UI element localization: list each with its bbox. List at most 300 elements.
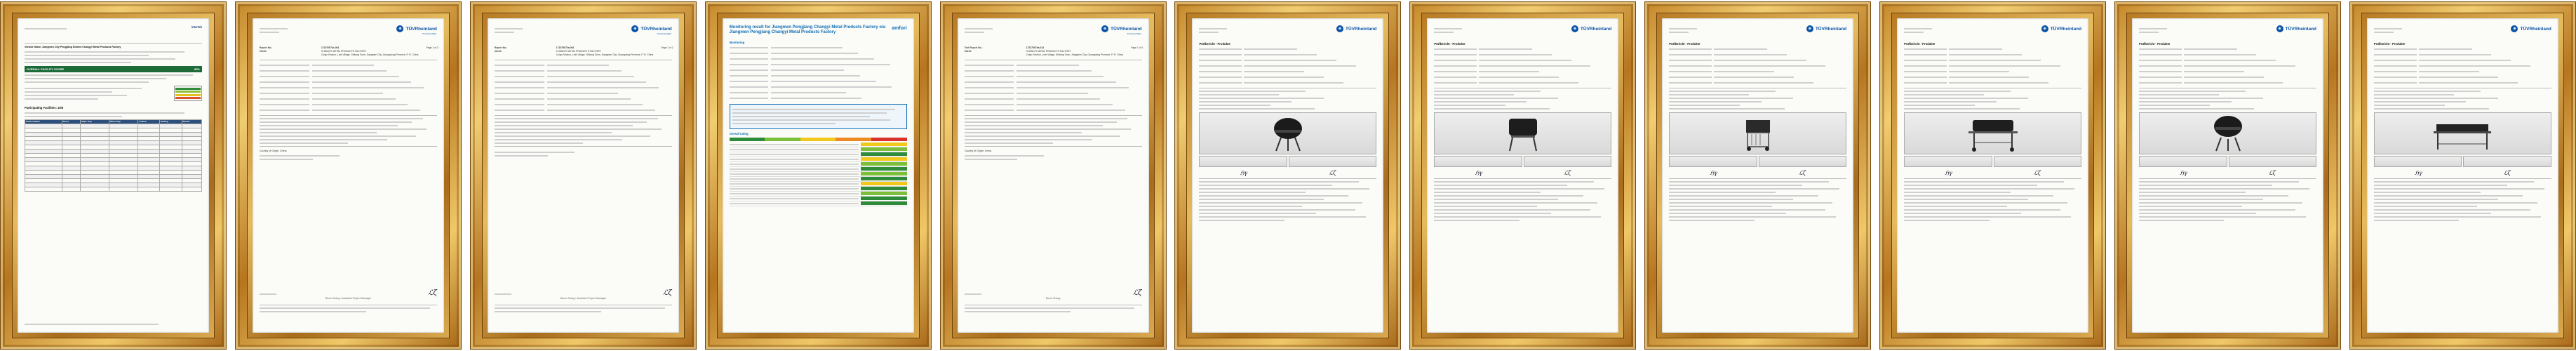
text-line [1904, 94, 1984, 95]
letterhead [1904, 25, 2081, 41]
text-line [965, 159, 1018, 160]
product-detail-photo [1994, 156, 2082, 167]
certificate-paper [958, 18, 1149, 333]
text-line [495, 121, 648, 123]
letterhead [2139, 25, 2316, 41]
text-line [25, 112, 185, 114]
report-no-label: Report No.: [494, 46, 508, 49]
text-line [1199, 209, 1355, 211]
report-field-row [2139, 80, 2316, 86]
tuv-logo [1336, 25, 1376, 32]
text-line [2139, 185, 2272, 186]
text-line [1199, 213, 1316, 214]
rating-scale [730, 138, 907, 141]
text-line [965, 311, 1071, 312]
product-photo [1434, 112, 1611, 154]
letterhead [260, 25, 437, 41]
text-line [25, 116, 122, 117]
info-row [730, 84, 907, 90]
text-line [1904, 192, 2011, 193]
handwritten-signature: ℌγ [2414, 169, 2422, 176]
info-row [730, 95, 907, 101]
bbq-grill-icon [1947, 114, 2039, 152]
report-field-row [1669, 58, 1846, 63]
certificate-paper [253, 18, 444, 333]
handwritten-signature: ℌγ [1240, 169, 1248, 176]
text-line [2374, 188, 2544, 190]
text-line [2374, 101, 2467, 102]
tuv-mark-icon: ⊕ [1336, 25, 1343, 32]
text-line [1669, 98, 1793, 99]
report-field-row [965, 74, 1142, 79]
text-line [1199, 216, 1366, 218]
framed-certificate [1879, 1, 2106, 350]
tuv-logo [396, 25, 436, 32]
text-line [1669, 105, 1740, 106]
framed-certificate [2114, 1, 2341, 350]
text-line [495, 118, 658, 119]
tuv-mark-icon: ⊕ [631, 25, 638, 32]
text-line [1434, 101, 1527, 102]
handwritten-signature: ℒζ [1329, 169, 1336, 176]
tuv-brand: TÜVRheinland [1815, 26, 1847, 32]
info-row [730, 56, 907, 62]
product-detail-photo [1669, 156, 1757, 167]
info-row [730, 67, 907, 73]
text-line [2139, 181, 2299, 183]
tuv-brand: TÜVRheinland [640, 26, 672, 32]
framed-certificate [0, 1, 227, 350]
text-line [1434, 94, 1514, 95]
bbq-grill-icon [2417, 114, 2508, 152]
text-line [965, 139, 1092, 140]
framed-certificate [1409, 1, 1636, 350]
info-row [730, 45, 907, 51]
text-line [1669, 91, 1776, 92]
report-type-heading: Prüfbericht - Produkte [1904, 42, 1936, 46]
report-field-row [1199, 58, 1376, 63]
handwritten-signature: ℒζ [2503, 169, 2511, 176]
text-line [260, 132, 377, 133]
text-line [2139, 188, 2309, 190]
table-header-cell: Major Gap [81, 119, 109, 124]
report-field-row [495, 62, 672, 68]
text-line [260, 121, 412, 123]
table-header-cell: Critical [138, 119, 159, 124]
report-field-row [1904, 58, 2081, 63]
report-no-label: Report No.: [259, 46, 273, 49]
letterhead [1669, 25, 1846, 41]
text-line [2374, 192, 2481, 193]
text-line [1904, 195, 2053, 197]
text-line [1904, 105, 1975, 106]
report-field-row [2374, 63, 2551, 69]
handwritten-signature: ℒζ [2268, 169, 2276, 176]
text-line [2374, 199, 2498, 200]
product-photos [1904, 112, 2081, 167]
signature-block [1904, 170, 2081, 176]
text-line [1669, 108, 1784, 110]
report-field-row [260, 91, 437, 96]
client-label: Client: [259, 50, 267, 53]
report-field-row [2374, 74, 2551, 80]
text-line [25, 91, 112, 93]
handwritten-signature: ℌγ [1710, 169, 1718, 176]
certificate-paper [488, 18, 679, 333]
tuv-brand: TÜVRheinland [2520, 26, 2551, 32]
certificate-paper [1897, 18, 2088, 333]
text-line [1669, 188, 1839, 190]
text-line [1904, 91, 2011, 92]
text-line [965, 143, 1054, 144]
letterhead [2374, 25, 2551, 41]
report-field-row [1434, 52, 1611, 58]
text-line [495, 311, 601, 312]
handwritten-signature: ℒζ [1564, 169, 1571, 176]
signature-block [1669, 170, 1846, 176]
text-line [1904, 216, 2071, 218]
tuv-logo [1101, 25, 1141, 32]
text-line [1904, 220, 1989, 221]
text-line [2374, 209, 2530, 211]
handwritten-signature: ℌγ [1945, 169, 1952, 176]
letterhead [1199, 25, 1376, 41]
frame-mat [1186, 13, 1389, 338]
text-line [1669, 195, 1818, 197]
report-field-row [1199, 74, 1376, 80]
info-row [730, 51, 907, 56]
text-line [1904, 202, 2067, 204]
text-line [1434, 202, 1597, 204]
text-line [1199, 192, 1306, 193]
monitoring-section-title: Monitoring [729, 41, 745, 45]
text-line [260, 118, 423, 119]
text-line [25, 95, 127, 96]
report-field-row [2374, 58, 2551, 63]
text-line [2139, 209, 2295, 211]
text-line [25, 62, 131, 63]
frame-mat [12, 13, 215, 338]
signature-block [1199, 170, 1376, 176]
text-line [260, 125, 398, 126]
text-line [2139, 213, 2256, 214]
text-line [1669, 206, 1772, 207]
text-line [2139, 105, 2210, 106]
product-photos [1434, 112, 1611, 167]
client-address: Coign Section, Lute Village, Shitang Town, Jiangmen City, Guangdong Province, P. R. China [556, 53, 654, 56]
report-no-label: Test Report No.: [964, 46, 983, 49]
text-line [732, 116, 870, 117]
tuv-brand: TÜVRheinland [1580, 26, 1612, 32]
certificate-paper [2132, 18, 2323, 333]
certificate-paper [1427, 18, 1618, 333]
text-line [1434, 213, 1551, 214]
country-of-origin: Country of Origin: China [259, 150, 287, 152]
report-field-row [495, 91, 672, 96]
report-field-row [1434, 46, 1611, 52]
performance-area-row [730, 147, 907, 152]
amfori-logo: amfori [892, 26, 907, 31]
text-line [1434, 216, 1601, 218]
signature-block [965, 289, 1142, 314]
performance-area-row [730, 177, 907, 182]
tuv-logo [2041, 25, 2081, 32]
text-line [1669, 202, 1832, 204]
report-field-row [1199, 80, 1376, 86]
text-line [1199, 101, 1292, 102]
certificate-paper [2367, 18, 2558, 333]
report-field-row [2139, 46, 2316, 52]
text-line [1434, 195, 1583, 197]
framed-certificate [705, 1, 932, 350]
report-field-row [1669, 69, 1846, 74]
report-field-row [495, 79, 672, 85]
performance-area-row [730, 162, 907, 167]
report-field-row [965, 107, 1142, 113]
report-field-row [1434, 63, 1611, 69]
text-line [1904, 199, 2028, 200]
report-field-row [965, 91, 1142, 96]
report-field-row [1904, 46, 2081, 52]
report-field-row [260, 74, 437, 79]
tuv-mark-icon: ⊕ [1806, 25, 1813, 32]
tuv-mark-icon: ⊕ [2511, 25, 2518, 32]
report-header-fields [495, 46, 672, 56]
report-header-fields [965, 46, 1142, 56]
product-detail-photo [1524, 156, 1612, 167]
tuv-tagline: Precisely Right. [657, 32, 672, 35]
handwritten-signature: ℌγ [1475, 169, 1483, 176]
tuv-mark-icon: ⊕ [2041, 25, 2048, 32]
product-photo [1199, 112, 1376, 154]
client-address: Coign Section, Lute Village, Shitang Town, Jiangmen City, Guangdong Province, P. R. China [1026, 53, 1124, 56]
text-line [1434, 98, 1558, 99]
info-row [730, 90, 907, 95]
text-line [2374, 98, 2498, 99]
report-field-row [965, 68, 1142, 74]
text-line [1199, 98, 1323, 99]
text-line [25, 51, 185, 53]
text-line [260, 155, 340, 157]
overall-score-bar [25, 66, 202, 72]
text-line [2374, 94, 2454, 95]
text-line [2139, 91, 2246, 92]
text-line [2139, 98, 2263, 99]
report-field-row [965, 85, 1142, 91]
report-field-row [1904, 74, 2081, 80]
text-line [1199, 220, 1284, 221]
text-line [1199, 185, 1332, 186]
text-line [965, 155, 1045, 157]
text-line [965, 307, 1135, 309]
product-detail-photo [2229, 156, 2317, 167]
client-label: Client: [964, 50, 972, 53]
report-field-row [495, 107, 672, 113]
text-line [495, 143, 584, 144]
product-detail-photo [1434, 156, 1522, 167]
tuv-brand: TÜVRheinland [2285, 26, 2317, 32]
tuv-logo [1806, 25, 1846, 32]
text-line [965, 135, 1121, 137]
text-line [2374, 181, 2534, 183]
text-line [260, 139, 387, 140]
report-field-row [1199, 46, 1376, 52]
report-field-row [2139, 52, 2316, 58]
report-field-row [1904, 80, 2081, 86]
bbq-grill-icon [2182, 114, 2274, 152]
page-indicator: Page 1 of 1 [1131, 46, 1143, 49]
report-field-row [1669, 74, 1846, 80]
text-line [732, 112, 887, 114]
signer-name: Bruce Zhang [1045, 297, 1061, 300]
letterhead [965, 25, 1142, 41]
text-line [965, 118, 1128, 119]
text-line [2139, 202, 2302, 204]
text-line [965, 125, 1103, 126]
text-line [1904, 213, 2021, 214]
report-field-row [1904, 52, 2081, 58]
product-photo [1904, 112, 2081, 154]
handwritten-signature: ℒζ [2034, 169, 2041, 176]
report-field-row [260, 79, 437, 85]
text-line [1669, 192, 1776, 193]
text-line [1669, 185, 1802, 186]
text-line [260, 307, 430, 309]
overall-score: 85% [194, 67, 200, 71]
text-line [25, 88, 142, 89]
product-detail-photo [1199, 156, 1287, 167]
client-name: CHANGYI METAL PRODUCTS FACTORY [556, 50, 601, 53]
text-line [2374, 185, 2507, 186]
report-field-row [1904, 63, 2081, 69]
report-field-row [2139, 69, 2316, 74]
report-field-row [1434, 74, 1611, 80]
report-field-row [495, 96, 672, 102]
report-field-row [495, 74, 672, 79]
text-line [2374, 105, 2445, 106]
report-field-row [260, 102, 437, 107]
intertek-logo: intertek [191, 25, 202, 29]
report-field-row [495, 68, 672, 74]
framed-certificate [940, 1, 1167, 350]
report-field-row [2374, 46, 2551, 52]
tuv-brand: TÜVRheinland [1111, 26, 1142, 32]
text-line [965, 121, 1118, 123]
performance-area-row [730, 192, 907, 197]
report-field-row [2374, 52, 2551, 58]
tuv-brand: TÜVRheinland [2050, 26, 2082, 32]
report-type-heading: Prüfbericht - Produkte [1669, 42, 1700, 46]
text-line [2139, 108, 2254, 110]
product-detail-photo [1904, 156, 1992, 167]
table-row [25, 187, 202, 191]
report-field-row [260, 68, 437, 74]
report-field-row [965, 79, 1142, 85]
performance-area-row [730, 157, 907, 162]
performance-area-row [730, 201, 907, 206]
bbq-grill-icon [1477, 114, 1569, 152]
text-line [1434, 220, 1519, 221]
text-line [2374, 213, 2491, 214]
text-line [1434, 105, 1505, 106]
frame-mat [1421, 13, 1624, 338]
score-chart [25, 86, 202, 102]
performance-area-row [730, 143, 907, 147]
performance-area-row [730, 152, 907, 157]
report-type-heading: Prüfbericht - Produkte [1434, 42, 1465, 46]
text-line [260, 143, 349, 144]
report-field-row [2139, 63, 2316, 69]
frame-mat [1656, 13, 1859, 338]
report-field-row [1434, 80, 1611, 86]
bbq-grill-icon [1712, 114, 1804, 152]
report-field-row [1669, 46, 1846, 52]
text-line [1434, 199, 1558, 200]
report-title: Monitoring result for Jiangmen Pengjiang Changyi Metal Products Factory o/a Jiangmen Pengjiang Changyi Metal Products Factory [729, 25, 886, 35]
signature-block [495, 289, 672, 314]
text-line [260, 159, 313, 160]
text-line [2139, 94, 2219, 95]
country-of-origin: Country of Origin: China [964, 150, 992, 152]
text-line [2374, 220, 2459, 221]
tuv-tagline: Precisely Right. [422, 32, 437, 35]
tuv-logo [1571, 25, 1611, 32]
text-line [495, 307, 665, 309]
text-line [965, 128, 1132, 130]
tuv-tagline: Precisely Right. [1127, 32, 1142, 35]
text-line [1434, 185, 1567, 186]
report-field-row [965, 62, 1142, 68]
tuv-logo [2276, 25, 2316, 32]
text-line [1904, 188, 2074, 190]
client-name: CHANGYI METAL PRODUCTS FACTORY [321, 50, 367, 53]
text-line [1199, 202, 1362, 204]
text-line [1904, 206, 2007, 207]
report-field-row [1434, 58, 1611, 63]
product-photos [2374, 112, 2551, 167]
report-field-row [2139, 58, 2316, 63]
text-line [25, 81, 149, 83]
framed-certificate [1174, 1, 1401, 350]
report-field-row [260, 85, 437, 91]
text-line [495, 155, 548, 157]
text-line [1669, 209, 1825, 211]
product-detail-photo [2139, 156, 2227, 167]
tuv-mark-icon: ⊕ [1571, 25, 1578, 32]
text-line [2374, 195, 2523, 197]
text-line [2139, 199, 2263, 200]
certificate-paper [1192, 18, 1383, 333]
performance-area-row [730, 197, 907, 201]
report-number: 172270074a.002 [556, 46, 575, 49]
info-row [730, 79, 907, 84]
report-field-row [1199, 69, 1376, 74]
text-line [1904, 101, 1997, 102]
text-line [1904, 108, 2019, 110]
text-line [1199, 108, 1314, 110]
report-number: 172270074c.001 [321, 46, 340, 49]
tuv-brand: TÜVRheinland [405, 26, 437, 32]
letterhead [495, 25, 672, 41]
text-line [1904, 209, 2060, 211]
framed-certificate [1644, 1, 1871, 350]
product-photo [2139, 112, 2316, 154]
text-line [2374, 202, 2537, 204]
performance-area-row [730, 172, 907, 177]
frame-mat [717, 13, 920, 338]
text-line [260, 311, 366, 312]
product-photo [2374, 112, 2551, 154]
